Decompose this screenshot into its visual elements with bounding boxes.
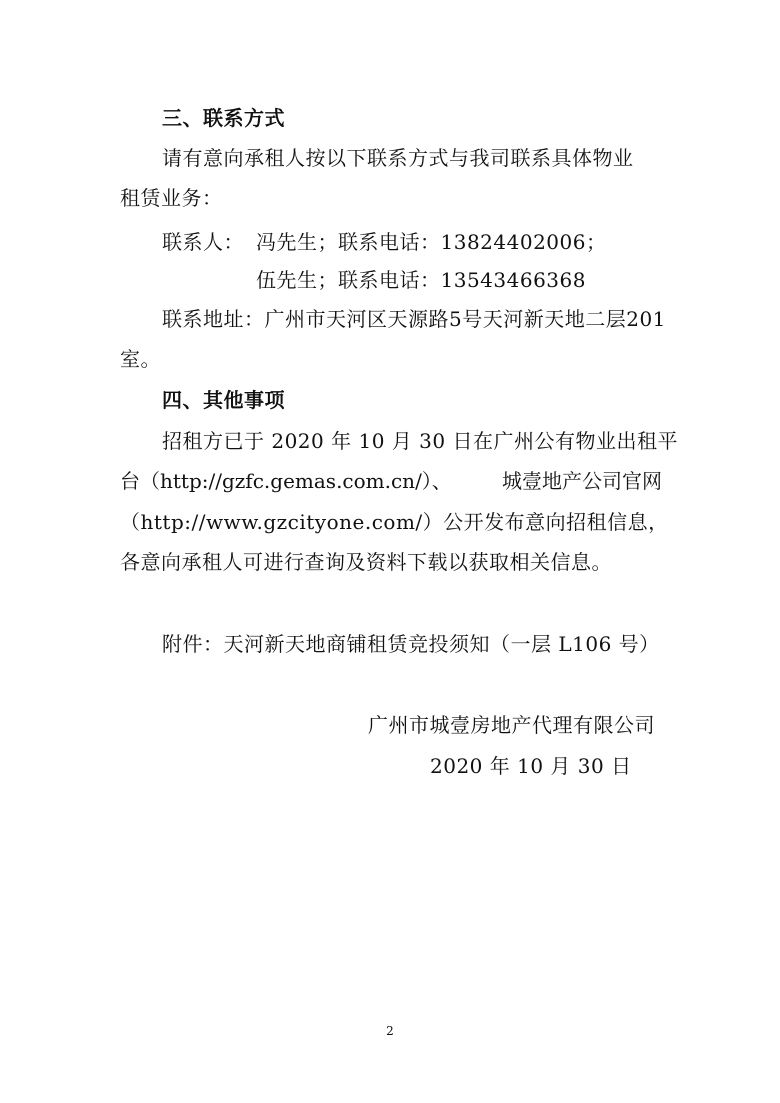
section4-para-line1: 招租方已于 2020 年 10 月 30 日在广州公有物业出租平 [162,429,678,453]
section3-heading: 三、联系方式 [162,106,285,130]
section4-para-line3: （http://www.gzcityone.com/）公开发布意向招租信息， [120,510,669,534]
page-number: 2 [386,1024,394,1038]
company-site-text: 城壹地产公司官网 [502,469,662,493]
address-line1: 联系地址：广州市天河区天源路5号天河新天地二层201 [162,307,666,331]
section4-para-line2 [120,469,662,493]
platform-url-text: 台（http://gzfc.gemas.com.cn/）、 [120,469,452,493]
contact-person-1: 冯先生；联系电话：13824402006； [256,230,607,254]
contact-label: 联系人： [162,230,244,254]
section4-para-line4: 各意向承租人可进行查询及资料下载以获取相关信息。 [120,550,612,574]
section4-heading: 四、其他事项 [162,388,285,412]
address-line2: 室。 [120,347,161,371]
signature-company: 广州市城壹房地产代理有限公司 [368,713,655,737]
signature-date: 2020 年 10 月 30 日 [430,754,632,778]
attachment-line: 附件：天河新天地商铺租赁竞投须知（一层 L106 号） [162,632,660,656]
section3-intro-line1: 请有意向承租人按以下联系方式与我司联系具体物业 [162,146,634,170]
section3-intro-line2: 租赁业务： [120,186,223,210]
contact-person-2: 伍先生；联系电话：13543466368 [256,268,586,292]
